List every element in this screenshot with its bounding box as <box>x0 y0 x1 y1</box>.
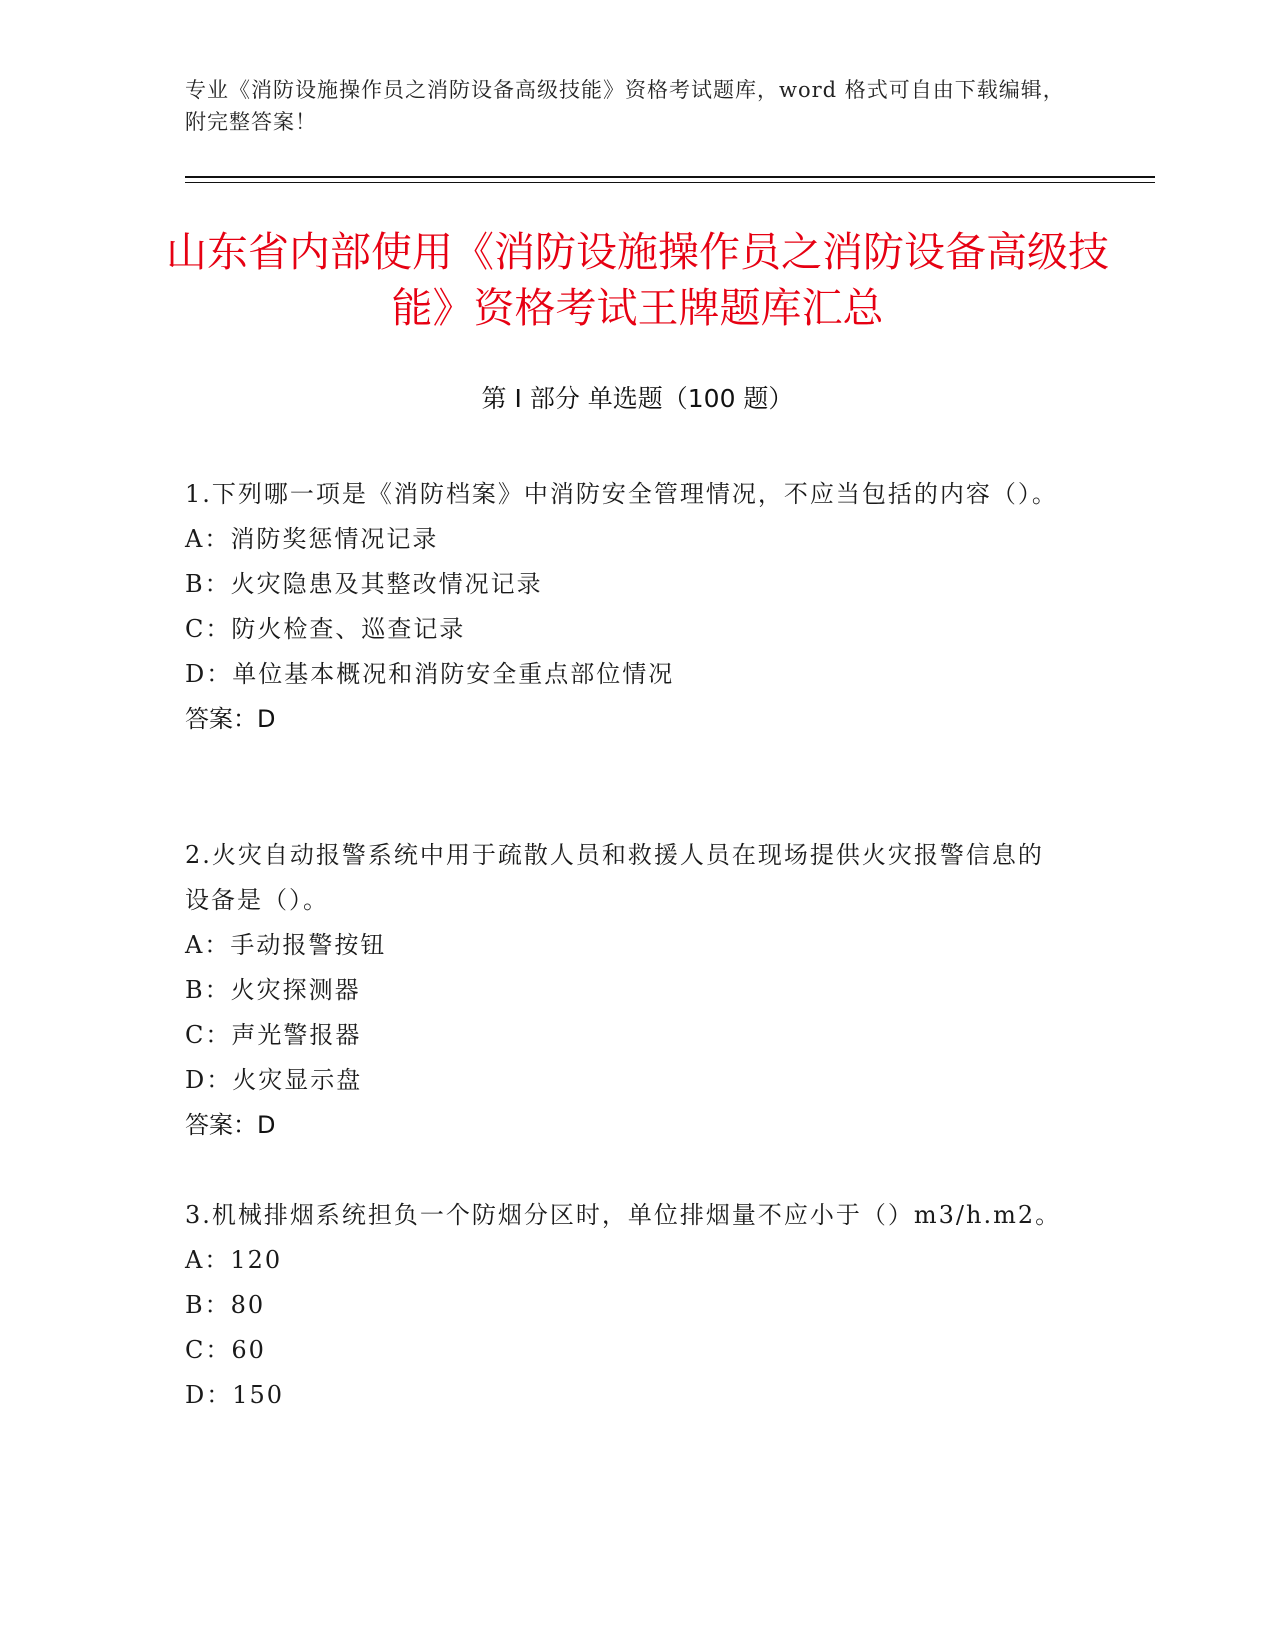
question-2 <box>185 833 1065 1148</box>
option-c: C：防火检查、巡查记录 <box>185 615 466 643</box>
question-3 <box>185 1193 1065 1418</box>
option-b: B：80 <box>185 1291 266 1319</box>
answer: 答案：D <box>185 705 276 733</box>
option-b: B：火灾探测器 <box>185 976 361 1004</box>
option-a: A：消防奖惩情况记录 <box>185 525 439 553</box>
option-d: D：单位基本概况和消防安全重点部位情况 <box>185 660 675 688</box>
header-divider-thin <box>185 182 1155 183</box>
header-divider-thick <box>185 176 1155 178</box>
option-a: A：120 <box>185 1246 283 1274</box>
question-1 <box>185 472 1065 742</box>
question-stem: 1.下列哪一项是《消防档案》中消防安全管理情况，不应当包括的内容（）。 <box>185 480 1058 508</box>
document-title: 山东省内部使用《消防设施操作员之消防设备高级技能》资格考试王牌题库汇总 <box>166 228 1109 332</box>
option-c: C：60 <box>185 1336 266 1364</box>
question-stem: 2.火灾自动报警系统中用于疏散人员和救援人员在现场提供火灾报警信息的设备是（）。 <box>185 841 1044 914</box>
option-b: B：火灾隐患及其整改情况记录 <box>185 570 543 598</box>
question-stem: 3.机械排烟系统担负一个防烟分区时，单位排烟量不应小于（）m3/h.m2。 <box>185 1201 1062 1229</box>
option-d: D：火灾显示盘 <box>185 1066 363 1094</box>
option-a: A：手动报警按钮 <box>185 931 387 959</box>
section-title: 第 I 部分 单选题（100 题） <box>481 384 794 413</box>
header-note: 专业《消防设施操作员之消防设备高级技能》资格考试题库，word 格式可自由下载编辑，附完整答案！ <box>185 78 1065 134</box>
answer: 答案：D <box>185 1111 276 1139</box>
option-d: D：150 <box>185 1381 285 1409</box>
option-c: C：声光警报器 <box>185 1021 362 1049</box>
